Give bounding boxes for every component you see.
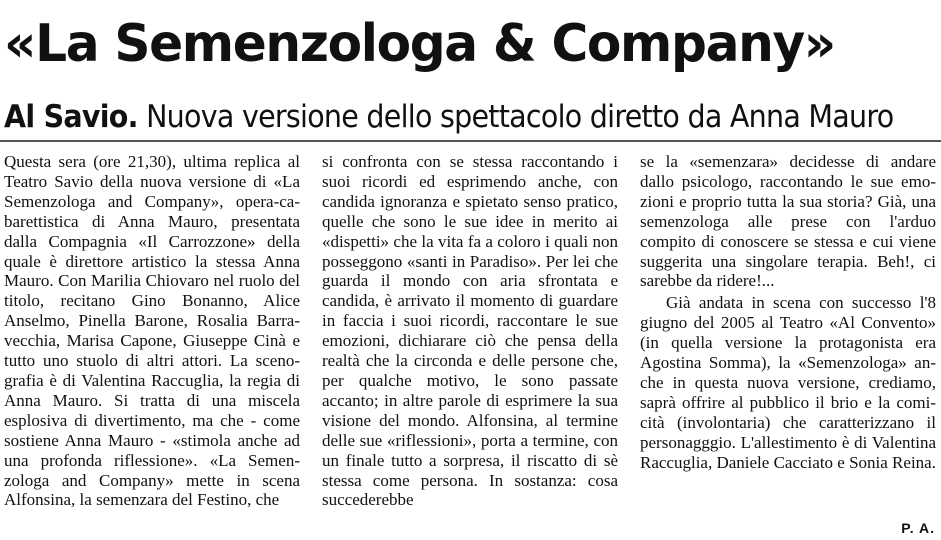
column-1-paragraph-1: Questa sera (ore 21,30), ultima replica al Teatro Savio della nuova versione di «La Semenzologa and Company», opera-cabarettistica di Anna Mauro, presentata dalla Compagnia «Il Carrozzone» della quale è direttore artistico la stessa Anna Mauro. Con Marilia Chiovaro nel ruolo del titolo, recitano Gino Bonanno, Alice Anselmo, Pinella Barone, Rosalia Barravecchia, Marisa Capone, Giuseppe Cinà e tutto uno stuolo di altri attori. La scenografia è di Valentina Raccuglia, la regia di Anna Mauro. Si tratta di una miscela esplosiva di divertimento, ma che - come sostiene Anna Mauro - «stimola anche ad una profonda riflessione». «La Semenzologa and Company» mette in scena Alfonsina, la semenzara del Festino, che bbox=[4, 152, 300, 510]
column-2-paragraph-1: si confronta con se stessa raccontando i suoi ricordi ed esprimendo anche, con candida ignoranza e spietato senso pratico, quelle che sono le sue idee in merito ai «dispetti» che la vita fa a coloro i quali non posseggono «santi in Paradiso». Per lei che guarda il mondo con aria sfrontata e candida, è arrivato il momento di guardare in faccia i suoi ricordi, raccontare le sue emozioni, dichiarare ciò che pensa della realtà che la circonda e delle persone che, per qualche motivo, le sono passate accanto; in altre parole di esprimere la sua visione del mondo. Alfonsina, al termine delle sue «riflessioni», porta a termine, con un finale tutto a sorpresa, il riscatto di sè stessa come persona. In sostanza: cosa succederebbe bbox=[322, 152, 618, 510]
column-3-paragraph-2: Già andata in scena con successo l'8 giugno del 2005 al Teatro «Al Convento» (in quella versione la protagonista era Agostina Somma), la «Semenzologa» anche in questa nuova versione, crediamo, saprà offrire al pubblico il brio e la comicità (involontaria) che caratterizzano il personagggio. L'allestimento è di Valentina Raccuglia, Daniele Cacciato e Sonia Reina. bbox=[640, 293, 936, 472]
divider-rule bbox=[0, 140, 941, 142]
author-signature: P. A. bbox=[901, 520, 935, 536]
subhead-text: Nuova versione dello spettacolo diretto da Anna Mauro bbox=[146, 99, 894, 135]
article-column-2 bbox=[322, 152, 618, 510]
article-column-3 bbox=[640, 152, 936, 473]
headline: «La Semenzologa & Company» bbox=[4, 14, 835, 74]
subheadline bbox=[4, 98, 894, 136]
subhead-kicker: Al Savio. bbox=[4, 99, 138, 135]
article-column-1 bbox=[4, 152, 300, 510]
column-3-paragraph-1: se la «semenzara» decidesse di andare dallo psicologo, raccontando le sue emozioni e proprio tutta la sua storia? Già, una semenzologa alle prese con l'arduo compito di conoscere se stessa e cui viene suggerita una singolare terapia. Beh!, ci sarebbe da ridere!... bbox=[640, 152, 936, 291]
